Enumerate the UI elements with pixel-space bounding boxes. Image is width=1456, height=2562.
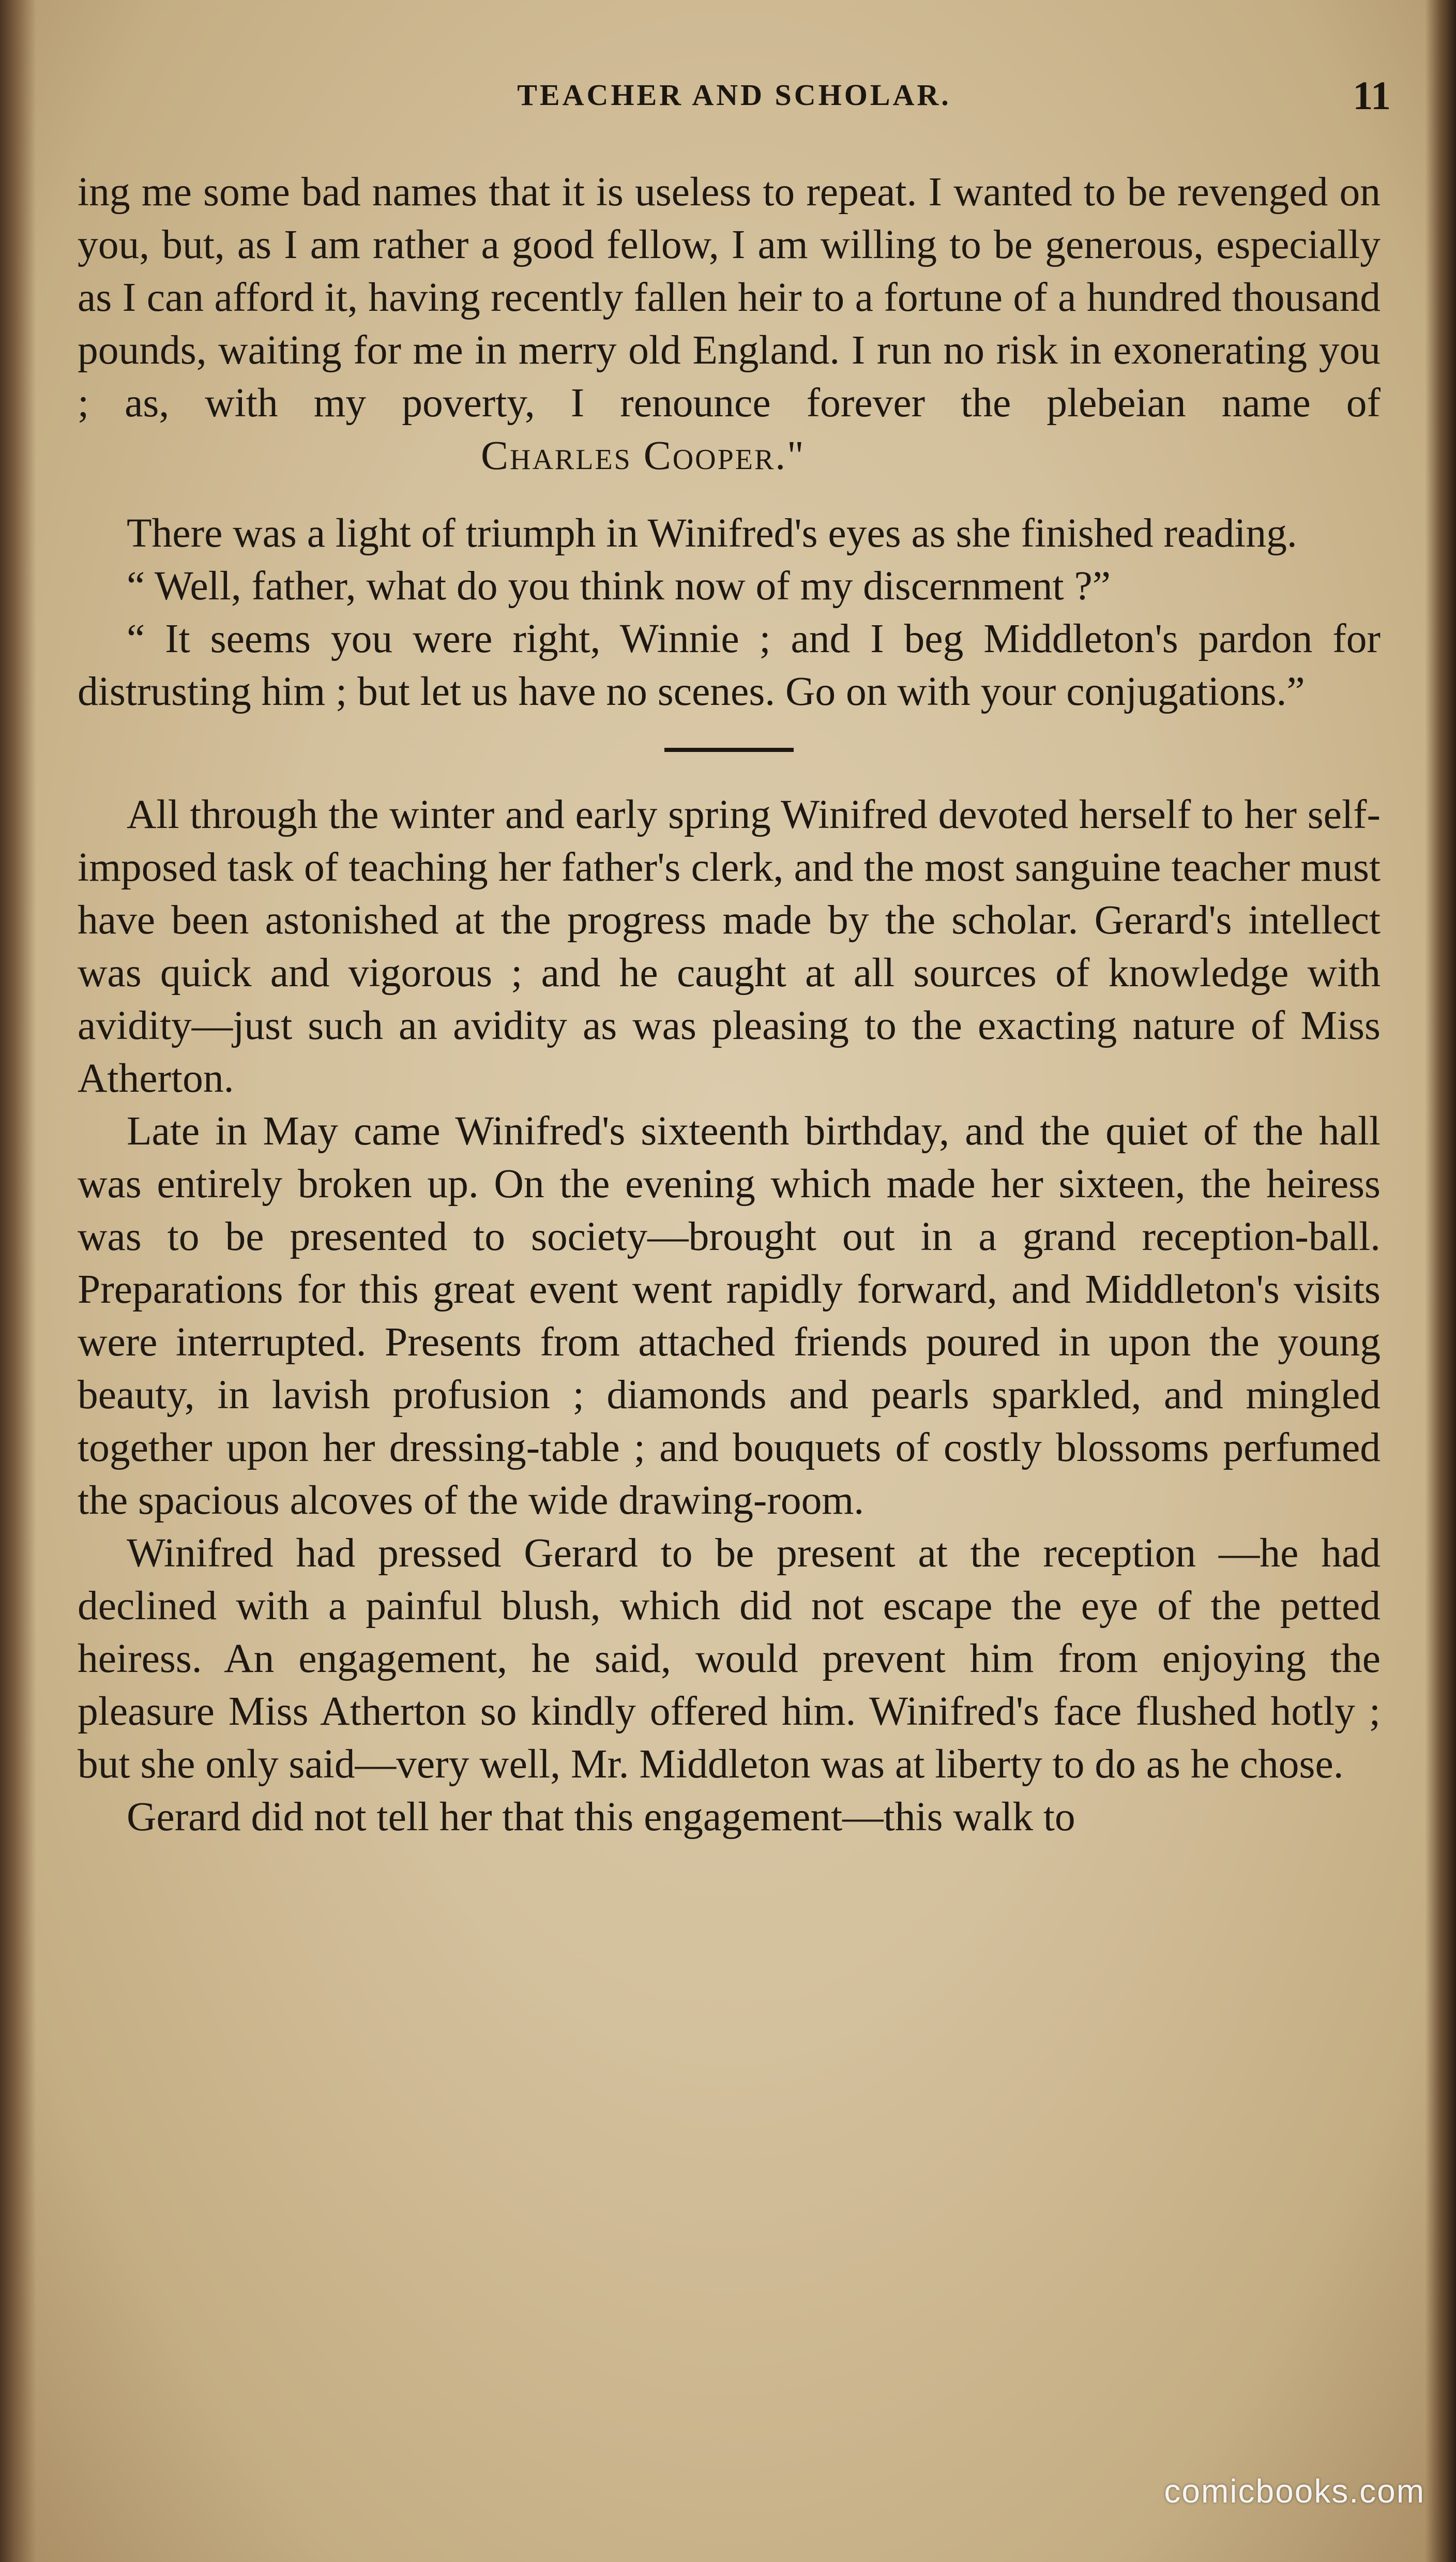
running-title: TEACHER AND SCHOLAR.	[517, 78, 951, 112]
body-text	[78, 165, 1381, 1843]
paragraph-sixteenth-birthday: Late in May came Winifred's sixteenth birthday, and the quiet of the hall was entirely broken up. On the evening which made her sixteen, the heiress was to be presented to society—brought out in a grand reception-ball. Preparations for this great event went rapidly forward, and Middleton's visits were interrupted. Presents from attached friends poured in upon the young beauty, in lavish profusion ; diamonds and pearls sparkled, and mingled together upon her dressing-table ; and bouquets of costly blossoms perfumed the spacious alcoves of the wide drawing-room.	[78, 1108, 1381, 1523]
paragraph-father-reply: “ It seems you were right, Winnie ; and I beg Middleton's pardon for distrusting him ; but let us have no scenes. Go on with your conjugations.”	[78, 616, 1381, 714]
page-number: 11	[1353, 73, 1391, 118]
paragraph-reception-invitation: Winifred had pressed Gerard to be present at the reception —he had declined with a painful blush, which did not escape the eye of the petted heiress. An engagement, he said, would prevent him from enjoying the pleasure Miss Atherton so kindly offered him. Winifred's face flushed hotly ; but she only said—very well, Mr. Middleton was at liberty to do as he chose.	[78, 1530, 1381, 1787]
letter-paragraph	[78, 165, 1381, 482]
letter-signature: Charles Cooper."	[481, 433, 806, 478]
letter-body: ing me some bad names that it is useless to repeat. I wanted to be revenged on you, but, as I am rather a good fellow, I am willing to be generous, especially as I can afford it, having recently fallen heir to a fortune of a hundred thousand pounds, waiting for me in merry old England. I run no risk in exonerating you ; as, with my poverty, I renounce forever the plebeian name of	[78, 169, 1381, 426]
paragraph-winter-lessons: All through the winter and early spring Winifred devoted herself to her self-imposed task of teaching her father's clerk, and the most sanguine teacher must have been astonished at the progress made by the scholar. Gerard's intellect was quick and vigorous ; and he caught at all sources of knowledge with avidity—just such an avidity as was pleasing to the exacting nature of Miss Atherton.	[78, 792, 1381, 1101]
page-edge-shadow-right	[1425, 0, 1456, 2562]
section-divider	[664, 748, 794, 752]
paragraph-engagement: Gerard did not tell her that this engagement—this walk to	[127, 1794, 1075, 1840]
paragraph-triumph: There was a light of triumph in Winifred's eyes as she finished reading.	[127, 510, 1297, 556]
paragraph-discernment-quote: “ Well, father, what do you think now of my discernment ?”	[127, 563, 1111, 609]
watermark-text: comicbooks.com	[1164, 2473, 1425, 2510]
page-binding-shadow-left	[0, 0, 36, 2562]
page-header	[78, 73, 1391, 124]
